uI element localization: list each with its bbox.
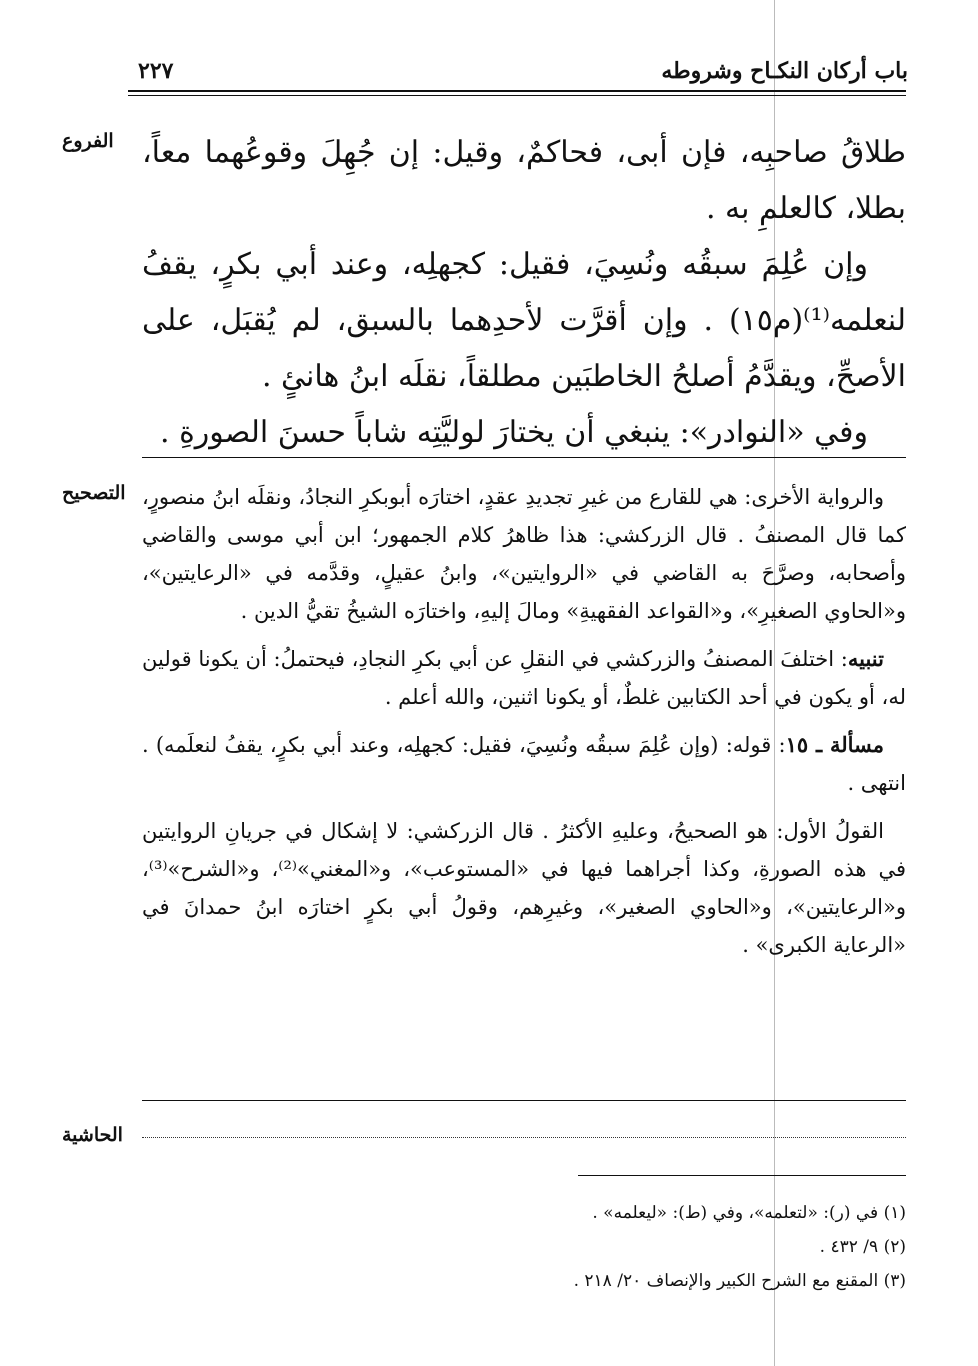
commentary-text <box>142 478 906 974</box>
label-furu: الفروع <box>62 130 114 152</box>
commentary-paragraph-1: والرواية الأخرى: هي للقارع من غيرِ تجديدِ عقدٍ، اختارَه أبوبكرِ النجادُ، ونقلَه ابنُ منصورٍ، كما قال المصنفُ . قال الزركشي: هذا ظاهرُ كلام الجمهور؛ ابن أبي موسى والقاضي وأصحابه، وصرَّحَ به القاضي في «الروايتين»، وابنُ عقيلٍ، وقدَّمه في «الرعايتين»، و«الحاوي الصغيرِ»، و«القواعد الفقهيةِ» ومالَ إليهِ، واختارَه الشيخُ تقيُّ الدين . <box>142 485 906 623</box>
footnote-3: (٣) المقنع مع الشرح الكبير والإنصاف ٢٠/ ٢١٨ . <box>573 1271 906 1291</box>
footnote-2: (٢) ٩/ ٤٣٢ . <box>819 1237 906 1257</box>
footnote-1: (١) في (ر): «لتعلمه»، وفي (ط): «ليعلمه» . <box>592 1203 906 1223</box>
commentary-paragraph-4: القولُ الأول: هو الصحيحُ، وعليهِ الأكثرُ . قال الزركشي: لا إشكال في جريانِ الروايتين في هذه الصورةِ، وكذا أجراهما فيها في «المستوعب»، و«المغني»⁽²⁾، و«الشرح»⁽³⁾، و«الرعايتين»، و«الحاوي الصغير»، وغيرِهم، وقولُ أبي بكرٍ اختارَه ابنُ حمدانَ في «الرعاية الكبرى» . <box>142 819 907 957</box>
commentary-paragraph-3 <box>142 726 906 802</box>
main-text <box>142 125 906 461</box>
main-paragraph-2: وإن عُلِمَ سبقُه ونُسِيَ، فقيل: كجهلِه، وعند أبي بكرٍ، يقفُ لنعلمه⁽¹⁾(م١٥) . وإن أقرَّت لأحدِهما بالسبق، لم يُقبَل، على الأصحِّ، ويقدَّمُ أصلحُ الخاطبَين مطلقاً، نقلَه ابنُ هانئٍ . <box>142 247 906 394</box>
footnotes <box>142 1196 906 1298</box>
masala-text: : قوله: (وإن عُلِمَ سبقُه ونُسِيَ، فقيل: كجهلِه، وعند أبي بكرٍ، يقفُ لنعلَمه) . انتهى . <box>142 733 906 795</box>
label-hashiya: الحاشية <box>62 1124 123 1146</box>
tanbih-label: تنبيه <box>847 646 884 671</box>
footnote-divider <box>578 1175 906 1176</box>
running-header-title: باب أركان النكـاح وشروطه <box>661 58 908 84</box>
main-paragraph-1: طلاقُ صاحبِه، فإن أبى، فحاكمٌ، وقيل: إن جُهِلَ وقوعُهما معاً، بطلا، كالعلمِ به . <box>142 135 906 226</box>
header-rule <box>128 90 906 92</box>
label-tashih: التصحيح <box>62 482 126 504</box>
hashiya-divider <box>142 1100 906 1101</box>
hashiya-dotted-line <box>142 1136 906 1138</box>
header-rule-thin <box>128 95 906 96</box>
page-number: ٢٢٧ <box>138 58 174 84</box>
section-divider <box>142 457 906 458</box>
commentary-paragraph-2 <box>142 640 906 716</box>
tanbih-text: : اختلفَ المصنفُ والزركشي في النقلِ عن أبي بكرِ النجادِ، فيحتملُ: أن يكونا قولين له، أو يكون في أحد الكتابين غلطٌ، أو يكونا اثنين، والله أعلم . <box>142 647 906 709</box>
masala-label: مسألة ـ ١٥ <box>785 732 885 757</box>
main-paragraph-3: وفي «النوادر»: ينبغي أن يختارَ لوليَّتِه شاباً حسنَ الصورةِ . <box>160 415 868 450</box>
